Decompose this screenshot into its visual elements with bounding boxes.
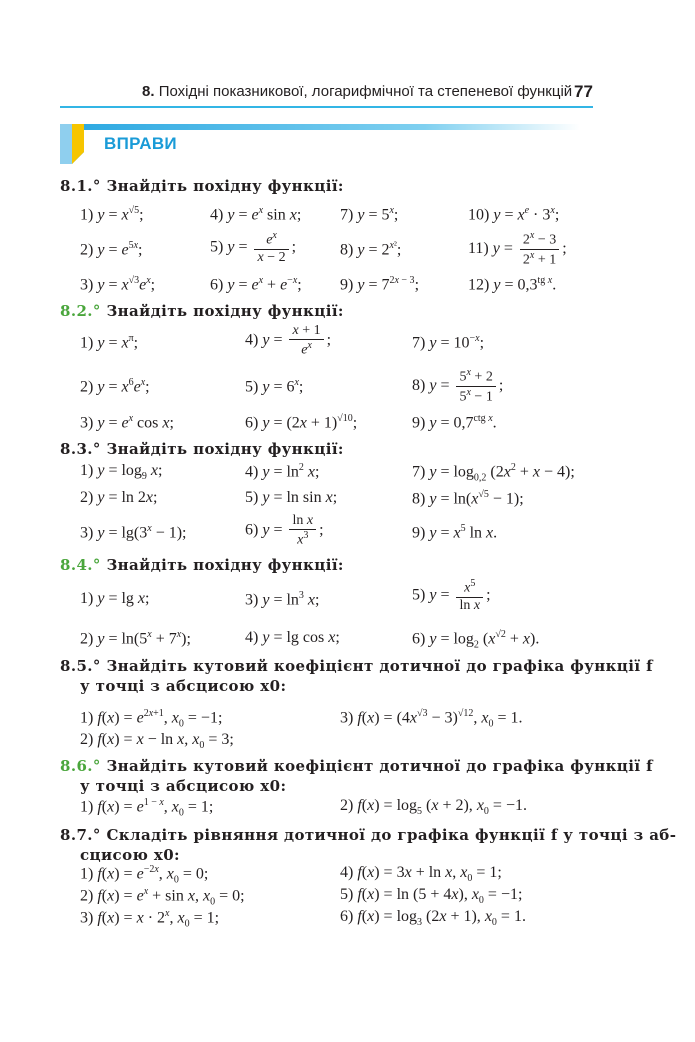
ex-8-5-item-1: 1) $f(x) = e^{2x+1}$, $x_0 = -1$; (80, 708, 223, 730)
ex-8-2-item-3: 3) $y = e^x$ cos x; (80, 413, 174, 432)
ex-8-3-item-7: 7) $y = \log_{0,2} (2x^2 + x - 4)$; (412, 462, 575, 484)
ex-8-7-item-6: 6) $f(x) = \log_3 (2x + 1)$, $x_0 = 1$. (340, 908, 526, 929)
ex-8-5-item-2: 2) f(x) = x − ln x, $x_0 = 3$; (80, 731, 234, 752)
ex-8-1-item-3: 3) $y = x^{√3}e^x$; (80, 275, 156, 294)
ex-8-1-item-10: 10) $y = x^e \cdot 3^x$; (468, 205, 560, 224)
exercise-8-6-header: 8.6.° Знайдіть кутовий коефіцієнт дотичної до графіка функції f (60, 757, 653, 775)
ex-8-4-item-6: 6) $y = \log_2 (x^{√2} + x)$. (412, 629, 540, 651)
ex-8-5-item-3: 3) $f(x) = (4x^{√3} - 3)^{√12}$, $x_0 = 1$. (340, 708, 523, 730)
ex-8-7-item-4: 4) f(x) = 3x + ln x, $x_0 = 1$; (340, 864, 502, 885)
ex-8-2-item-4: 4) y = $\frac{x + 1}{e^x}$ ; (245, 323, 332, 358)
ex-8-1-item-11: 11) y = $\frac{2^x - 3}{2^x + 1}$ ; (468, 230, 567, 268)
exercise-8-5-header: 8.5.° Знайдіть кутовий коефіцієнт дотичної до графіка функції f (60, 657, 653, 675)
ex-8-1-item-1: 1) $y = x^{√5}$; (80, 205, 144, 224)
ex-8-1-item-5: 5) y = $\frac{e^x}{x - 2}$ ; (210, 230, 297, 265)
exercise-8-7-header: 8.7.° Складіть рівняння дотичної до графіка функції f у точці з аб- (60, 826, 677, 844)
ex-8-1-item-8: 8) $y = 2^{x^2}$; (340, 240, 402, 259)
ex-8-4-item-4: 4) y = lg cos x; (245, 629, 340, 646)
exercise-8-2-header: 8.2.° Знайдіть похідну функції: (60, 302, 344, 320)
ex-8-2-item-5: 5) $y = 6^x$; (245, 377, 304, 396)
exercise-8-7-header-cont: сцисою x0: (80, 846, 180, 864)
ex-8-7-item-1: 1) $f(x) = e^{-2x}$, $x_0 = 0$; (80, 864, 209, 886)
ex-8-2-item-1: 1) $y = x^\pi$; (80, 333, 139, 352)
section-tab-icon (60, 124, 92, 164)
ex-8-3-item-6: 6) y = $\frac{\text{ln x}}{x^3}$ ; (245, 513, 324, 548)
exercise-8-1-header: 8.1.° Знайдіть похідну функції: (60, 177, 344, 195)
exercise-8-3-header: 8.3.° Знайдіть похідну функції: (60, 440, 344, 458)
ex-8-2-item-8: 8) y = $\frac{5^x + 2}{5^x - 1}$ ; (412, 367, 504, 405)
exercise-8-4-header: 8.4.° Знайдіть похідну функції: (60, 556, 344, 574)
section-bar (60, 124, 580, 130)
ex-8-2-item-7: 7) $y = 10^{-x}$; (412, 333, 485, 352)
ex-8-1-item-2: 2) $y = e^{5x}$; (80, 240, 143, 259)
ex-8-4-item-2: 2) $y = \ln(5^x + 7^x)$; (80, 629, 191, 648)
ex-8-3-item-4: 4) $y = \ln^2 x$; (245, 462, 320, 481)
ex-8-7-item-3: 3) $f(x) = x \cdot 2^x$, $x_0 = 1$; (80, 908, 220, 930)
ex-8-3-item-2: 2) y = ln 2x; (80, 489, 158, 506)
ex-8-2-item-9: 9) $y = 0,7^{ctg x}$. (412, 413, 497, 432)
ex-8-2-item-2: 2) $y = x^6e^x$; (80, 377, 150, 396)
ex-8-1-item-12: 12) $y = 0,3^{tg x}$. (468, 275, 557, 294)
ex-8-3-item-5: 5) y = ln sin x; (245, 489, 338, 506)
section-title: ВПРАВИ (104, 134, 177, 153)
ex-8-6-item-2: 2) $f(x) = \log_5 (x + 2)$, $x_0 = -1$. (340, 797, 527, 818)
ex-8-1-item-6: 6) $y = e^x + e^{-x}$; (210, 275, 302, 294)
ex-8-7-item-2: 2) $f(x) = e^x + \sin x$, $x_0 = 0$; (80, 886, 245, 908)
ex-8-3-item-1: 1) $y = \log_9 x$; (80, 462, 163, 483)
ex-8-3-item-8: 8) $y = \ln(x^{√5} - 1)$; (412, 489, 524, 508)
ex-8-3-item-9: 9) $y = x^5$ ln x. (412, 523, 498, 542)
chapter-number: 8. (142, 83, 155, 100)
ex-8-6-item-1: 1) $f(x) = e^{1 - x}$, $x_0 = 1$; (80, 797, 214, 819)
header-rule (60, 106, 593, 108)
ex-8-3-item-3: 3) $y = \lg(3^x - 1)$; (80, 523, 187, 542)
ex-8-1-item-9: 9) $y = 7^{2x - 3}$; (340, 275, 420, 294)
page-number: 77 (574, 82, 593, 101)
exercise-8-6-header-cont: у точці з абсцисою x0: (80, 777, 287, 795)
running-header (142, 83, 572, 100)
ex-8-2-item-6: 6) $y = (2x + 1)^{√10}$; (245, 413, 358, 432)
ex-8-4-item-1: 1) y = lg x; (80, 590, 150, 607)
ex-8-4-item-3: 3) $y = \ln^3 x$; (245, 590, 320, 609)
ex-8-1-item-7: 7) $y = 5^x$; (340, 205, 399, 224)
ex-8-4-item-5: 5) y = $\frac{x^5}{\text{ln x}}$ ; (412, 578, 491, 613)
ex-8-1-item-4: 4) $y = e^x$ sin x; (210, 205, 302, 224)
ex-8-7-item-5: 5) f(x) = ln (5 + 4x), $x_0 = -1$; (340, 886, 523, 907)
chapter-title: Похідні показникової, логарифмічної та степеневої функцій (158, 83, 573, 100)
exercise-8-5-header-cont: у точці з абсцисою x0: (80, 677, 287, 695)
